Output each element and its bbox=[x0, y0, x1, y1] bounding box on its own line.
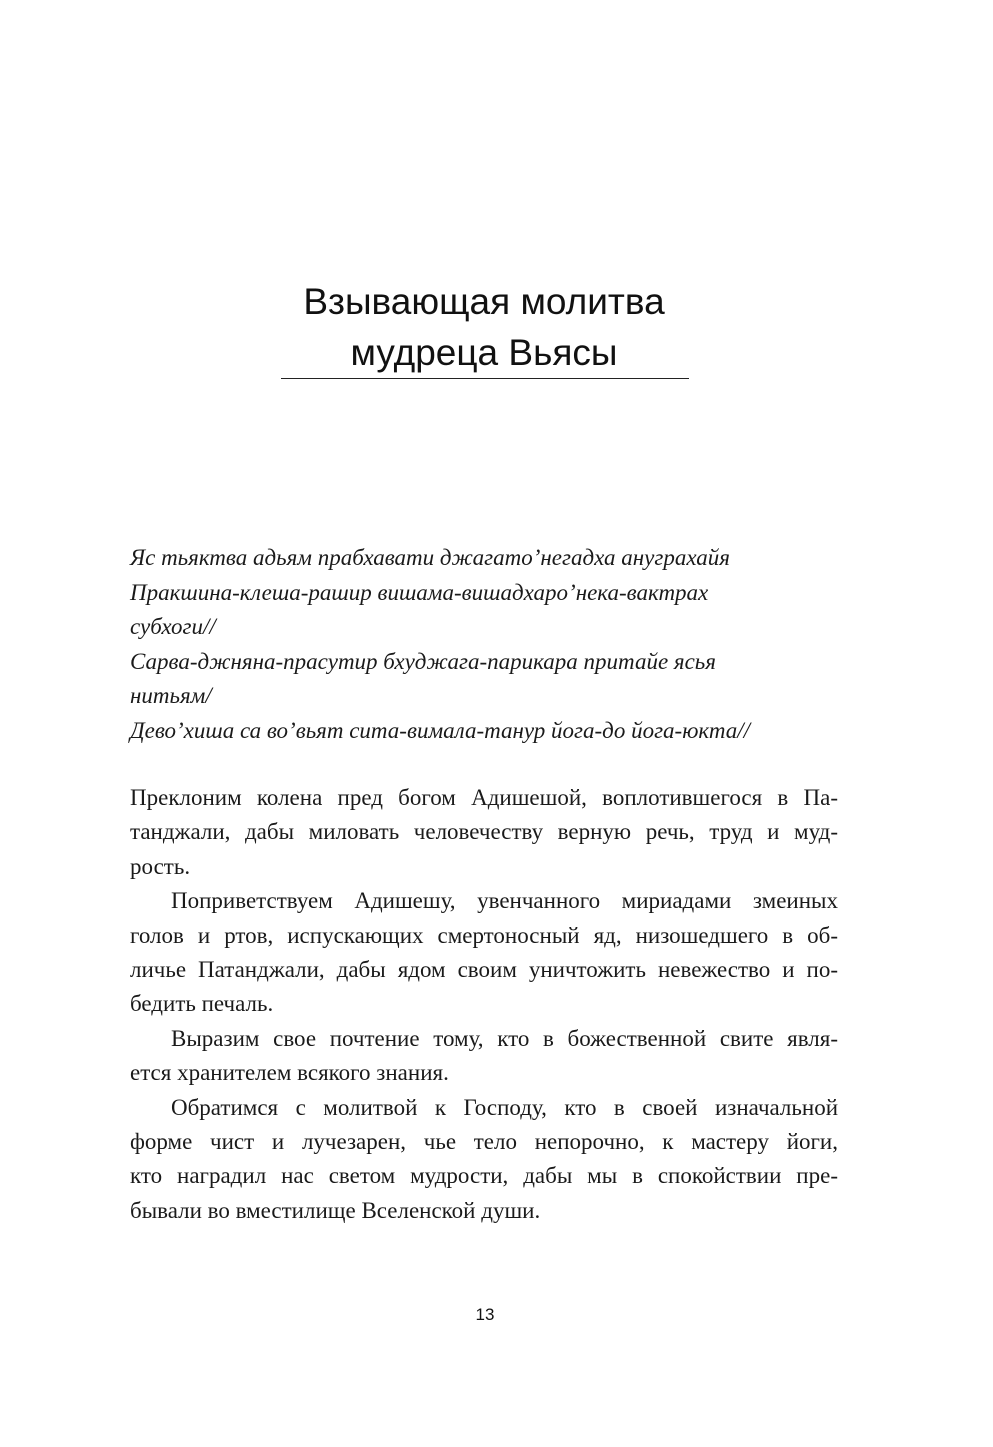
title-underline-divider bbox=[281, 378, 689, 379]
paragraph-line: кто наградил нас светом мудрости, дабы мы в спокойствии пре- bbox=[130, 1163, 838, 1189]
body-text bbox=[130, 781, 838, 1228]
paragraph-line: бывали во вместилище Вселенской души. bbox=[130, 1197, 541, 1223]
verse-line: нитьям/ bbox=[130, 683, 212, 708]
paragraph-line: форме чист и лучезарен, чье тело непорочно, к мастеру йоги, bbox=[130, 1128, 838, 1154]
chapter-title-line-1: Взывающая молитва bbox=[303, 281, 665, 322]
verse-line: Дево’хиша са во’вьят сита-вимала-танур йога-до йога-юкта// bbox=[130, 717, 751, 743]
paragraph-line: Преклоним колена пред богом Адишешой, воплотившегося в Па- bbox=[130, 785, 838, 810]
paragraph-line: личье Патанджали, дабы ядом своим уничтожить невежество и по- bbox=[130, 956, 838, 982]
paragraph-line: ется хранителем всякого знания. bbox=[130, 1060, 449, 1086]
verse-line: субхоги// bbox=[130, 614, 216, 639]
paragraph-line: голов и ртов, испускающих смертоносный яд, низошедшего в об- bbox=[130, 922, 838, 948]
verse-line: Яс тьяктва адьям прабхавати джагато’негадха ануграхайя bbox=[130, 545, 730, 570]
sanskrit-verse bbox=[130, 541, 850, 748]
paragraph-line: танджали, дабы миловать человечеству верную речь, труд и муд- bbox=[130, 819, 838, 845]
verse-line: Сарва-джняна-прасутир бхуджага-парикара притайе ясья bbox=[130, 648, 716, 674]
paragraph-line: Выразим свое почтение тому, кто в божественной свите явля- bbox=[171, 1025, 838, 1051]
chapter-title bbox=[130, 276, 838, 378]
page-number: 13 bbox=[475, 1305, 495, 1324]
paragraph-line: Поприветствуем Адишешу, увенчанного мириадами змеиных bbox=[171, 888, 838, 914]
paragraph-line: рость. bbox=[130, 853, 191, 879]
chapter-title-line-2: мудреца Вьясы bbox=[350, 332, 618, 373]
paragraph-line: Обратимся с молитвой к Господу, кто в своей изначальной bbox=[171, 1094, 838, 1120]
paragraph-line: бедить печаль. bbox=[130, 991, 274, 1017]
verse-line: Пракшина-клеша-рашир вишама-вишадхаро’нека-вактрах bbox=[130, 579, 709, 605]
